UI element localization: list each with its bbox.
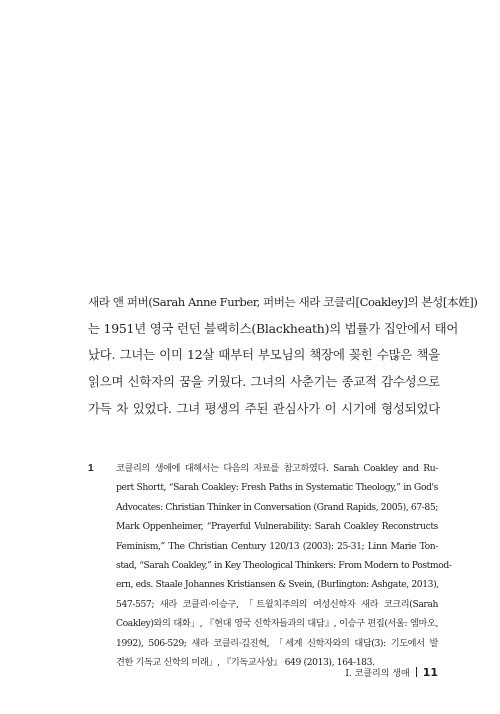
- footnote-line: stad, “Sarah Coakley,” in Key Theological Thinkers: From Modern to Postmod-: [116, 559, 452, 571]
- footnote-line: pert Shortt, “Sarah Coakley: Fresh Paths in Systematic Theology,” in God's: [116, 482, 438, 494]
- paragraph-line: 읽으며 신학자의 꿈을 키웠다. 그녀의 사춘기는 종교적 감수성으로: [88, 374, 440, 390]
- footnote-line: Mark Oppenheimer, “Prayerful Vulnerability: Sarah Coakley Reconstructs: [116, 521, 438, 533]
- running-footer: [345, 666, 438, 681]
- main-paragraph: [88, 289, 478, 422]
- footnote-line: 코클리의 생애에 대해서는 다음의 자료를 참고하였다. Sarah Coakley and Ru-: [116, 463, 438, 474]
- footnote-line: 1992), 506-529; 새라 코클리·김진혁, 「세계 신학자와의 대담(3): 기도에서 발: [116, 637, 438, 649]
- footnote-line: Coakley)와의 대화」, 『현대 영국 신학자들과의 대담』, 이승구 편집(서울: 엠마오,: [116, 618, 438, 630]
- footnote-line: Feminism,” The Christian Century 120/13 (2003): 25-31; Linn Marie Ton-: [116, 540, 438, 552]
- footnote-number: 1: [88, 463, 94, 474]
- footer-divider: [416, 667, 417, 677]
- page-number: 11: [422, 666, 438, 679]
- paragraph-line: 새라 앤 퍼버(Sarah Anne Furber, 퍼버는 새라 코클리[Coakley]의 본성[本姓]): [88, 295, 478, 309]
- footnote-text: [116, 459, 452, 672]
- footnote-line: ern, eds. Staale Johannes Kristiansen & Svein, (Burlington: Ashgate, 2013),: [116, 579, 439, 591]
- paragraph-line: 는 1951년 영국 런던 블랙히스(Blackheath)의 법률가 집안에서 태어: [88, 320, 459, 336]
- paragraph-line: 났다. 그녀는 이미 12살 때부터 부모님의 책장에 꽂힌 수많은 책을: [88, 347, 440, 363]
- footer-section-title: I. 코클리의 생애: [345, 669, 410, 679]
- footnote-line: 견한 기독교 신학의 미래」, 『기독교사상』 649 (2013), 164-183.: [116, 656, 375, 668]
- footnote-line: 547-557; 새라 코클리·이승구, 「트윌치주의의 여성신학자 새라 코크리(Sarah: [116, 598, 438, 610]
- footnote-line: Advocates: Christian Thinker in Conversation (Grand Rapids, 2005), 67-85;: [116, 501, 438, 513]
- paragraph-line: 가득 차 있었다. 그녀 평생의 주된 관심사가 이 시기에 형성되었다: [88, 400, 440, 416]
